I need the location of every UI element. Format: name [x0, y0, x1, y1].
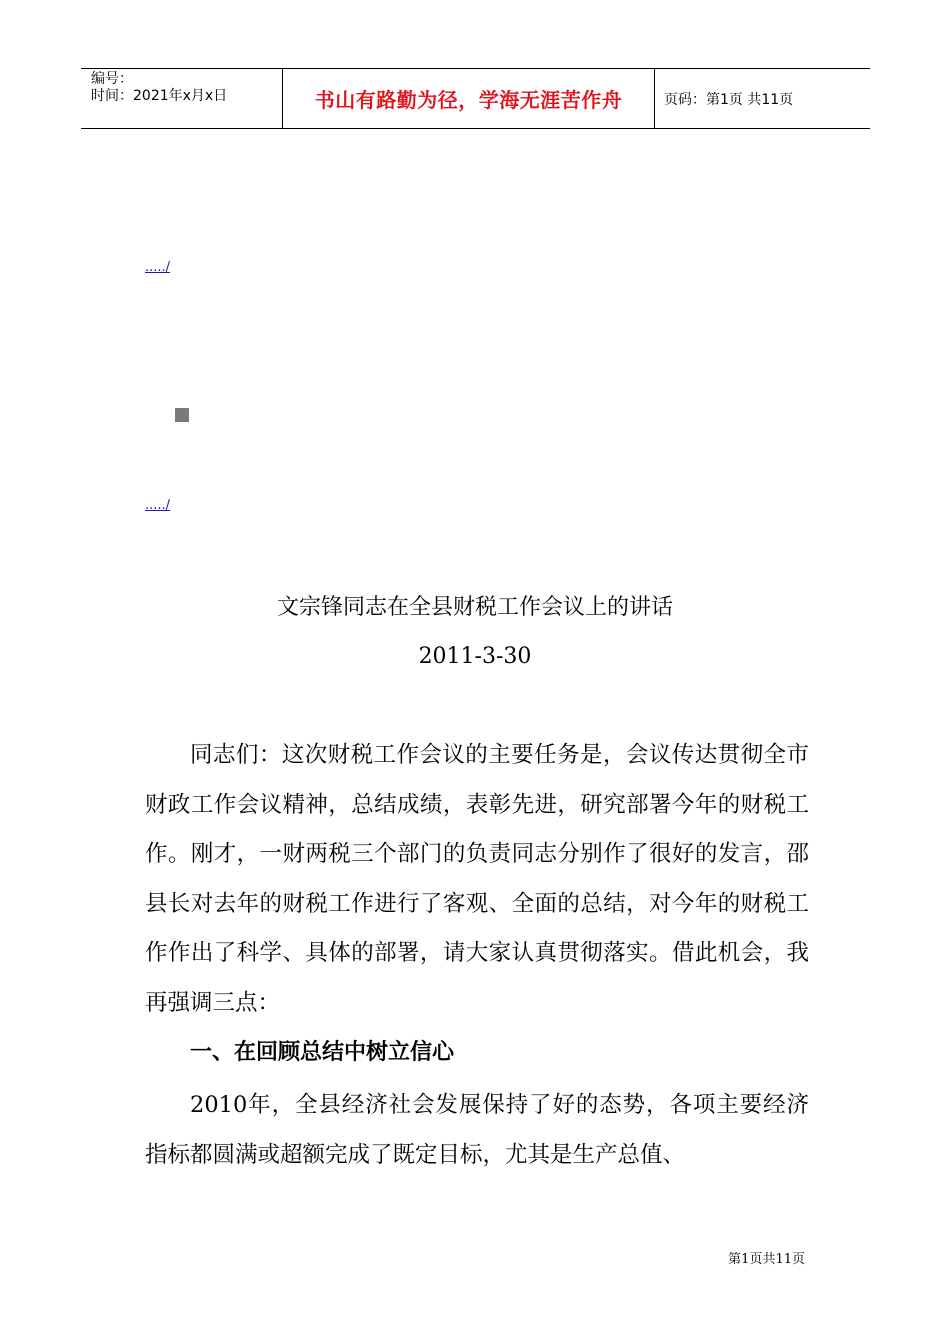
page-info: 页码：第1页 共11页: [664, 91, 794, 108]
header-page-info-cell: [655, 69, 870, 128]
paragraph-1: 同志们：这次财税工作会议的主要任务是，会议传达贯彻全市财政工作会议精神，总结成绩，表彰先进，研究部署今年的财税工作。刚才，一财两税三个部门的负责同志分别作了很好的发言，邵县长对去年的财税工作进行了客观、全面的总结，对今年的财税工作作出了科学、具体的部署，请大家认真贯彻落实。借此机会，我再强调三点：: [145, 742, 809, 1016]
page-footer: 第1页共11页: [728, 1252, 805, 1267]
link-1[interactable]: ...../: [145, 260, 171, 275]
link-2[interactable]: ...../: [145, 498, 171, 513]
time-label: 时间：2021年x月x日: [91, 88, 228, 104]
document-title: 文宗锋同志在全县财税工作会议上的讲话: [276, 595, 673, 620]
motto: 书山有路勤为径，学海无涯苦作舟: [314, 88, 623, 112]
document-date: 2011-3-30: [418, 644, 532, 669]
header-motto-cell: [282, 69, 655, 128]
header-meta: [81, 69, 282, 128]
section-heading-1: 一、在回顾总结中树立信心: [190, 1040, 455, 1065]
serial-label: 编号：: [91, 71, 133, 87]
broken-image-icon: [175, 408, 189, 422]
header-table: [81, 68, 870, 129]
paragraph-2: 2010年，全县经济社会发展保持了好的态势，各项主要经济指标都圆满或超额完成了既定目标，尤其是生产总值、: [145, 1092, 809, 1168]
